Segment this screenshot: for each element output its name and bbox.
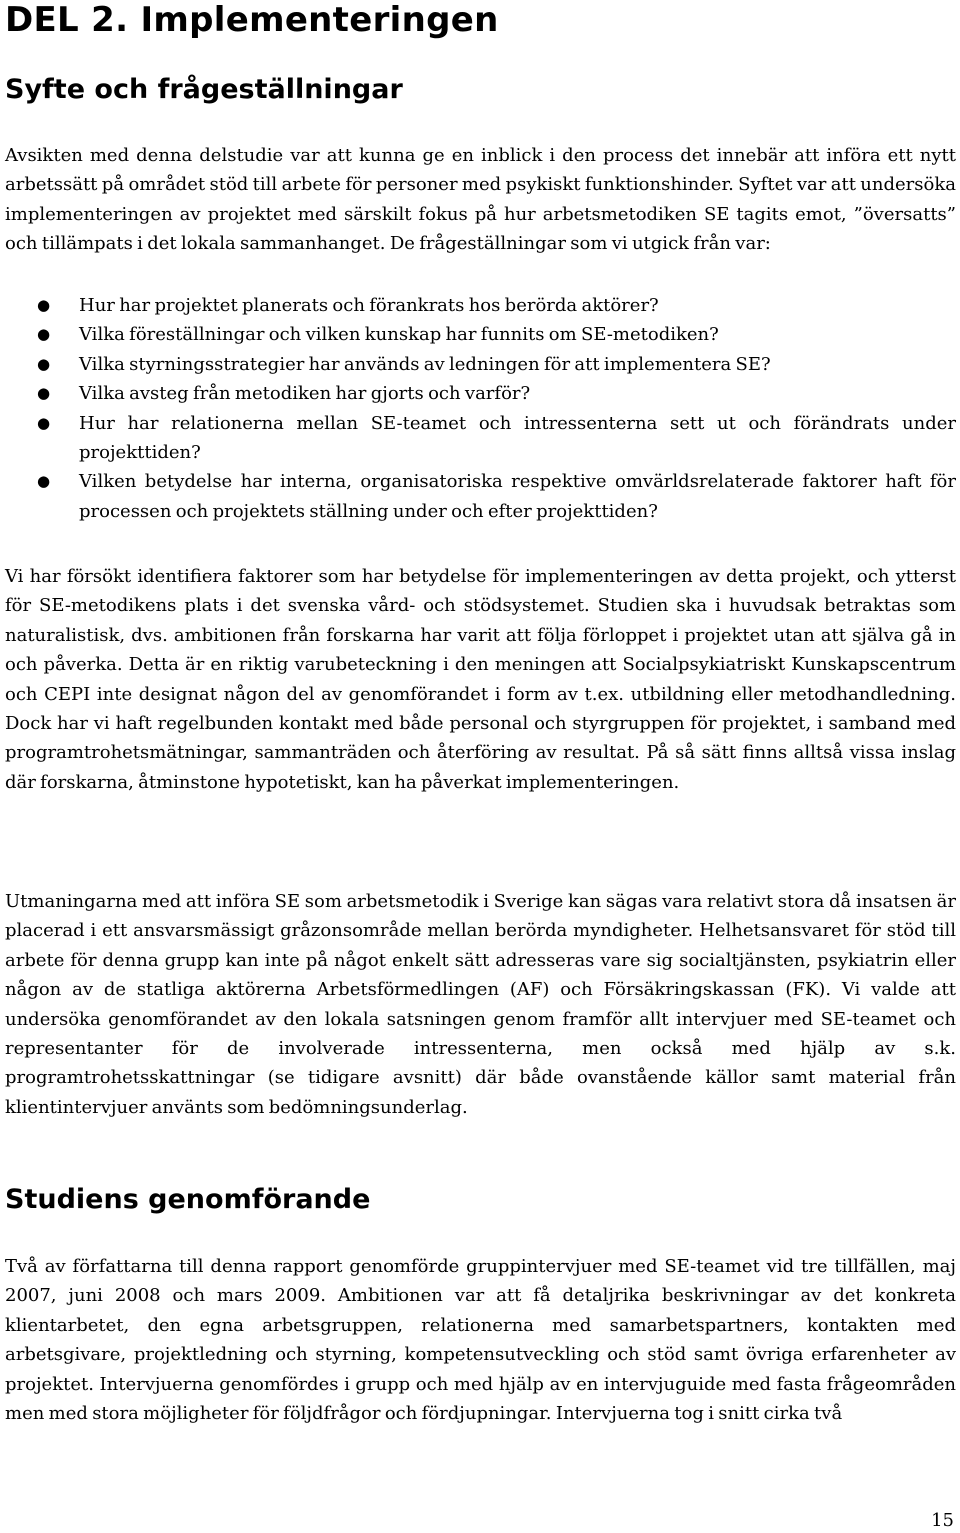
body-paragraph: Två av författarna till denna rapport genomförde gruppintervjuer med SE-teamet vid tre tillfällen, maj 2007, juni 2008 och mars 2009. Ambitionen var att få detaljrika beskrivningar av det konkreta klientarbetet, den egna arbetsgruppen, relationerna med samarbetspartners, kontakten med arbetsgivare, projektledning och styrning, kompetensutveckling och stöd samt övriga erfarenheter av projektet. Intervjuerna genomfördes i grupp och med hjälp av en intervjuguide med fasta frågeområden men med stora möjligheter för följdfrågor och fördjupningar. Intervjuerna tog i snitt cirka två — [5, 1256, 956, 1425]
list-item — [5, 409, 956, 468]
part-title: DEL 2. Implementeringen — [5, 0, 499, 40]
body-paragraph: Vi har försökt identifiera faktorer som har betydelse för implementeringen av detta projekt, och ytterst för SE-metodikens plats i det svenska vård- och stödsystemet. Studien ska i huvudsak betraktas som naturalistisk, dvs. ambitionen från forskarna har varit att följa förloppet i projektet utan att själva gå in och påverka. Detta är en riktig varubeteckning i den meningen att Socialpsykiatriskt Kunskapscentrum och CEPI inte designat någon del av genomförandet i form av t.ex. utbildning eller metodhandledning. Dock har vi haft regelbunden kontakt med både personal och styrgruppen för projektet, i samband med programtrohetsmätningar, sammanträden och återföring av resultat. På så sätt finns alltså vissa inslag där forskarna, åtminstone hypotetiskt, kan ha påverkat implementeringen. — [5, 566, 956, 793]
question-text: Hur har projektet planerats och förankrats hos berörda aktörer? — [79, 295, 659, 316]
list-item — [5, 320, 956, 349]
question-text: Vilka styrningsstrategier har används av ledningen för att implementera SE? — [79, 353, 771, 375]
question-text: Vilken betydelse har interna, organisatoriska respektive omvärldsrelaterade faktorer haft för processen och projektets ställning under och efter projekttiden? — [79, 471, 956, 522]
page-number: 15 — [931, 1510, 954, 1531]
bullet-icon: ● — [37, 413, 51, 432]
question-text: Hur har relationerna mellan SE-teamet och intressenterna sett ut och förändrats under projekttiden? — [79, 412, 956, 464]
bullet-icon: ● — [37, 325, 51, 344]
intro-paragraph: Avsikten med denna delstudie var att kunna ge en inblick i den process det innebär att införa ett nytt arbetssätt på området stöd till arbete för personer med psykiskt funktionshinder. Syftet var att undersöka implementeringen av projektet med särskilt fokus på hur arbetsmetodiken SE tagits emot, ”översatts” och tillämpats i det lokala sammanhanget. De frågeställningar som vi utgick från var: — [5, 145, 956, 255]
section-heading-genomforande: Studiens genomförande — [5, 1184, 371, 1215]
question-list — [5, 291, 956, 526]
list-item — [5, 350, 956, 379]
bullet-icon: ● — [37, 354, 51, 373]
list-item — [5, 291, 956, 320]
bullet-icon: ● — [37, 296, 51, 314]
list-item — [5, 467, 956, 526]
body-paragraph: Utmaningarna med att införa SE som arbetsmetodik i Sverige kan sägas vara relativt stora då insatsen är placerad i ett ansvarsmässigt gråzonsområde mellan berörda myndigheter. Helhetsansvaret för stöd till arbete för denna grupp kan inte på något enkelt sätt adresseras vare sig socialtjänsten, psykiatrin eller någon av de statliga aktörerna Arbetsförmedlingen (AF) och Försäkringskassan (FK). Vi valde att undersöka genomförandet av den lokala satsningen genom framför allt intervjuer med SE-teamet och representanter för de involverade intressenterna, men också med hjälp av s.k. programtrohetsskattningar (se tidigare avsnitt) där både ovanstående källor samt material från klientintervjuer använts som bedömningsunderlag. — [5, 891, 956, 1118]
section-heading-syfte: Syfte och frågeställningar — [5, 74, 403, 105]
question-text: Vilka avsteg från metodiken har gjorts och varför? — [79, 383, 531, 405]
bullet-icon: ● — [37, 384, 51, 403]
bullet-icon: ● — [37, 472, 51, 491]
list-item — [5, 379, 956, 408]
question-text: Vilka föreställningar och vilken kunskap har funnits om SE-metodiken? — [79, 324, 719, 346]
